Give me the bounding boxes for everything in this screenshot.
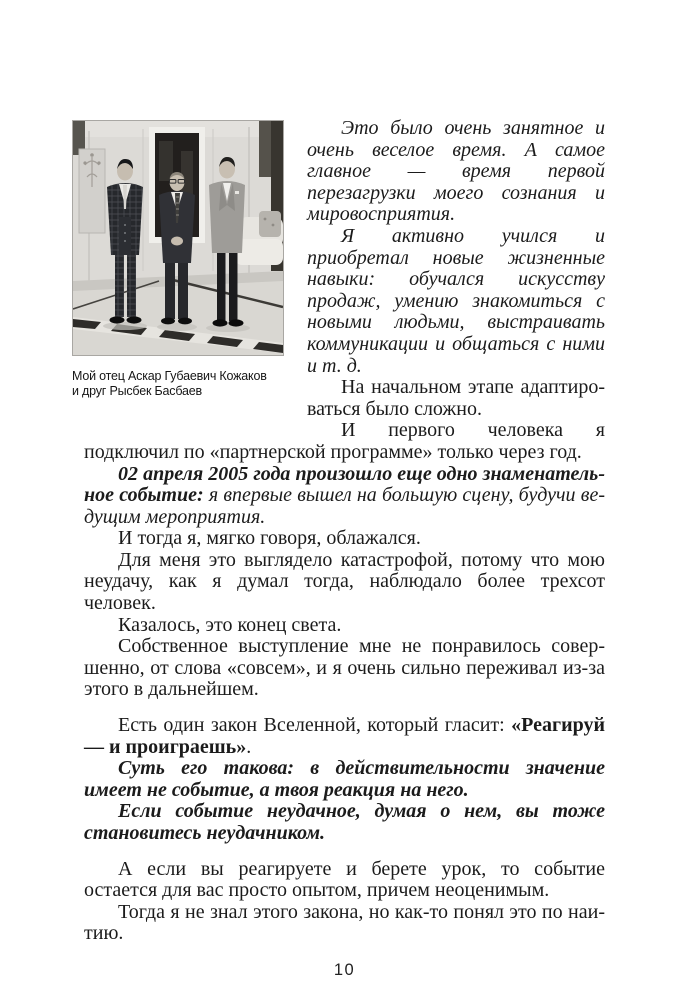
paragraph-segment: я впервые вышел на большую сцену, будучи ведущим мероприятия. <box>84 484 605 528</box>
paragraph-segment: . <box>246 735 252 758</box>
paragraph-segment: Я активно учился и приобретал новые жизненные навыки: обучался искусству продаж, умению знакомиться с новыми людьми, выстраивать коммуникации и общаться с ними и т. д. <box>307 224 605 377</box>
paragraph-segment: Это было очень занятное и очень веселое время. А самое главное — время первой перезагрузки моего сознания и мировосприятия. <box>307 117 605 226</box>
paragraph-segment: Есть один закон Вселенной, который гласит: <box>118 714 512 737</box>
page-number: 10 <box>333 960 356 979</box>
paragraph <box>84 550 605 615</box>
paragraph <box>84 801 605 844</box>
photo-figure <box>72 120 284 399</box>
photo-image <box>72 120 284 356</box>
paragraph <box>84 464 605 529</box>
paragraph <box>84 615 605 637</box>
paragraph-segment: А если вы реагируете и берете урок, то событие остается для вас просто опытом, причем неоценимым. <box>84 857 605 902</box>
paragraph-segment: Для меня это выглядело катастрофой, потому что мою неудачу, как я думал тогда, наблюдало более трехсот человек. <box>84 548 605 615</box>
page-content <box>72 117 605 980</box>
paragraph <box>84 902 605 945</box>
paragraph-segment: 02 апреля 2005 года произошло еще одно знаменательное событие: <box>84 462 605 507</box>
caption-line-2: и друг Рысбек Басбаев <box>72 383 202 398</box>
paragraph-segment: И тогда я, мягко говоря, облажался. <box>118 527 421 550</box>
photo-caption <box>72 369 284 399</box>
paragraph-segment: Тогда я не знал этого закона, но как-то понял это по наитию. <box>84 900 605 945</box>
paragraph-segment: И первого человека я подключил по «партнерской программе» только через год. <box>84 419 605 463</box>
paragraph <box>84 758 605 801</box>
paragraph <box>84 715 605 758</box>
caption-line-1: Мой отец Аскар Губаевич Кожаков <box>72 369 267 383</box>
paragraph-segment: Если событие неудачное, думая о нем, вы тоже становитесь неудачником. <box>84 800 605 844</box>
paragraph-segment: Собственное выступление мне не понравилось совершенно, от слова «совсем», и я очень сильно переживал из-за этого в дальнейшем. <box>84 635 605 701</box>
paragraph <box>84 859 605 902</box>
paragraph <box>84 420 605 463</box>
paragraph-segment: Суть его такова: в действительности значение имеет не событие, а твоя реакция на него. <box>84 757 605 801</box>
paragraph-segment: «Реагируй — и проиграешь» <box>84 714 605 758</box>
paragraph <box>84 528 605 550</box>
paragraph-segment: На начальном этапе адаптироваться было сложно. <box>307 376 605 420</box>
photo-illustration <box>73 121 283 355</box>
paragraph-segment: Казалось, это конец света. <box>118 613 342 636</box>
paragraph <box>84 636 605 701</box>
